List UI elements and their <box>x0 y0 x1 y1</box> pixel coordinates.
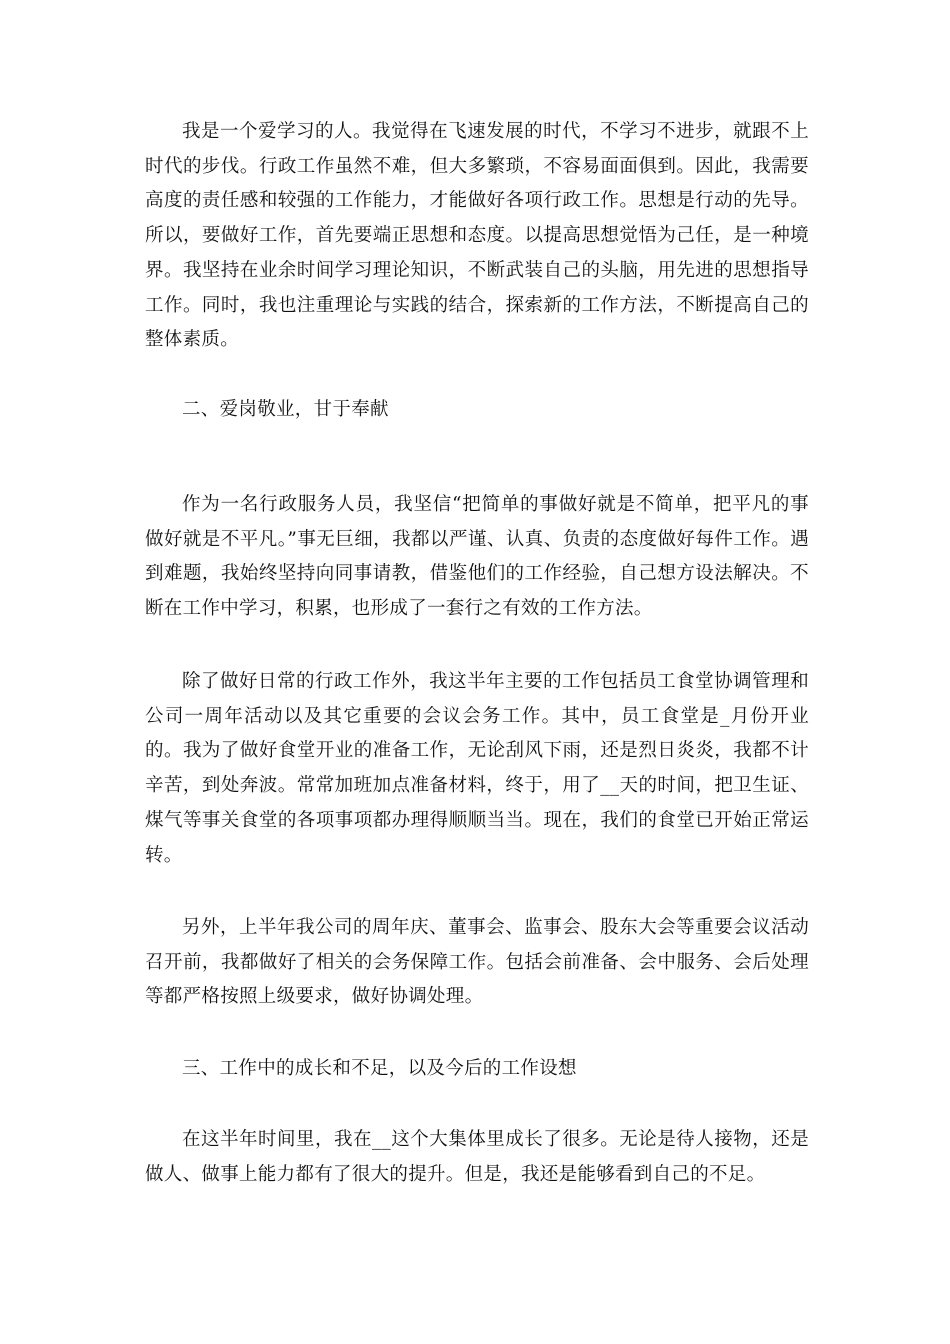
paragraph-learning: 我是一个爱学习的人。我觉得在飞速发展的时代，不学习不进步，就跟不上时代的步伐。行政工作虽然不难，但大多繁琐，不容易面面俱到。因此，我需要高度的责任感和较强的工作能力，才能做好各项行政工作。思想是行动的先导。所以，要做好工作，首先要端正思想和态度。以提高思想觉悟为己任，是一种境界。我坚持在业余时间学习理论知识，不断武装自己的头脑，用先进的思想指导工作。同时，我也注重理论与实践的结合，探索新的工作方法，不断提高自己的整体素质。 <box>145 121 809 351</box>
paragraph-canteen: 除了做好日常的行政工作外，我这半年主要的工作包括员工食堂协调管理和公司一周年活动以及其它重要的会议会务工作。其中，员工食堂是_月份开业的。我为了做好食堂开业的准备工作，无论刮风下雨，还是烈日炎炎，我都不计辛苦，到处奔波。常常加班加点准备材料，终于，用了__天的时间，把卫生证、煤气等事关食堂的各项事项都办理得顺顺当当。现在，我们的食堂已开始正常运转。 <box>145 671 809 866</box>
paragraph-dedication: 作为一名行政服务人员，我坚信“把简单的事做好就是不简单，把平凡的事做好就是不平凡。”事无巨细，我都以严谨、认真、负责的态度做好每件工作。遇到难题，我始终坚持向同事请教，借鉴他们的工作经验，自己想方设法解决。不断在工作中学习，积累，也形成了一套行之有效的工作方法。 <box>145 494 809 620</box>
section-heading-3: 三、工作中的成长和不足，以及今后的工作设想 <box>182 1058 577 1079</box>
paragraph-growth: 在这半年时间里，我在__这个大集体里成长了很多。无论是待人接物，还是做人、做事上能力都有了很大的提升。但是，我还是能够看到自己的不足。 <box>145 1129 809 1185</box>
paragraph-meetings: 另外，上半年我公司的周年庆、董事会、监事会、股东大会等重要会议活动召开前，我都做好了相关的会务保障工作。包括会前准备、会中服务、会后处理等都严格按照上级要求，做好协调处理。 <box>145 917 809 1008</box>
section-heading-2: 二、爱岗敬业，甘于奉献 <box>182 399 389 420</box>
